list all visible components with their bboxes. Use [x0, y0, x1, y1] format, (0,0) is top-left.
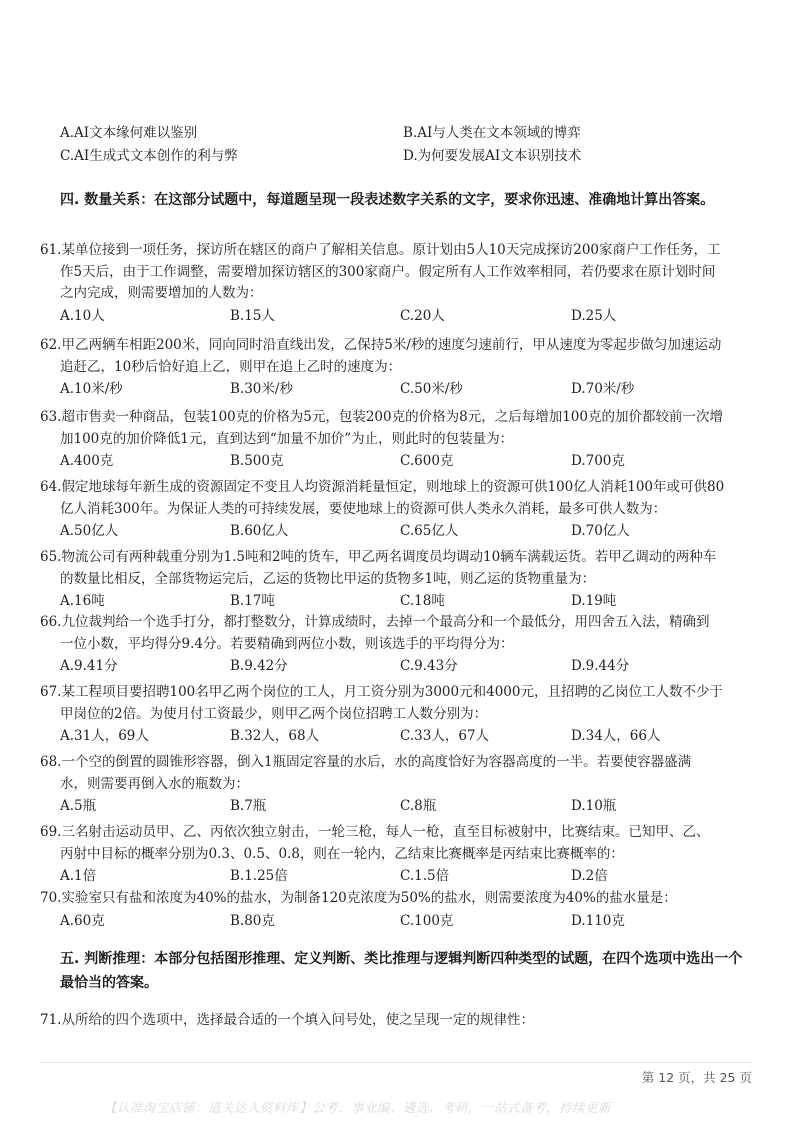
answer-option-b: B.15人 [230, 307, 275, 324]
answer-option-a: A.5瓶 [60, 798, 97, 814]
question-text-line: 追赶乙，10秒后恰好追上乙，则甲在追上乙时的速度为： [60, 358, 402, 375]
question-text-line: 九位裁判给一个选手打分，都打整数分，计算成绩时，去掉一个最高分和一个最低分，用四舍五入法，精确到 [61, 614, 710, 630]
options-row [60, 145, 760, 168]
answer-option-a: A.31人，69人 [60, 728, 149, 744]
question-stem [40, 335, 752, 378]
question-text-line: 亿人消耗300年。为保证人类的可持续发展，要使地球上的资源可供人类永久消耗，最多可供人数为： [60, 500, 667, 517]
question-text-line: 作5天后，由于工作调整，需要增加探访辖区的300家商户。假定所有人工作效率相同，若仍要求在原计划时间 [60, 263, 716, 280]
answer-option-b: B.30米/秒 [230, 381, 293, 397]
answer-option-b: B.1.25倍 [230, 868, 288, 884]
question-68 [40, 752, 752, 817]
question-number: 63. [40, 409, 62, 425]
question-text: 从所给的四个选项中，选择最合适的一个填入问号处，使之呈现一定的规律性： [61, 1012, 534, 1028]
question-number: 64. [40, 479, 62, 495]
question-70 [40, 888, 752, 932]
answer-option-a: A.1倍 [60, 868, 97, 884]
answer-option-b: B.17吨 [230, 593, 275, 609]
answer-option-c: C.9.43分 [400, 658, 458, 674]
answer-option-a: A.400克 [60, 453, 114, 469]
answer-option-c: C.100克 [400, 912, 454, 929]
option-b: B.AI与人类在文本领域的博弈 [403, 125, 581, 141]
question-number: 70. [40, 890, 62, 906]
question-number: 69. [40, 824, 62, 840]
option-d: D.为何要发展AI文本识别技术 [403, 148, 582, 164]
question-67 [40, 682, 752, 747]
answer-options [40, 725, 752, 747]
question-text-line: 甲乙两辆车相距200米，同向同时沿直线出发，乙保持5米/秒的速度匀速前行，甲从速度为零起步做匀加速运动 [61, 337, 722, 353]
question-number: 65. [40, 549, 62, 565]
answer-option-a: A.10人 [60, 307, 105, 324]
answer-option-c: C.33人，67人 [400, 728, 489, 744]
question-65 [40, 547, 752, 612]
question-text-line: 甲岗位的2倍。为使月付工资最少，则甲乙两个岗位招聘工人数分别为： [60, 705, 488, 722]
answer-option-d: D.110克 [571, 912, 625, 929]
answer-options [40, 590, 752, 612]
answer-option-d: D.2倍 [571, 868, 608, 884]
question-text-line: 物流公司有两种载重分别为1.5吨和2吨的货车，甲乙两名调度员均调动10辆车满载运货。若甲乙调动的两种车 [61, 549, 717, 565]
question-stem [40, 822, 752, 865]
question-text-line: 一个空的倒置的圆锥形容器，倒入1瓶固定容量的水后，水的高度恰好为容器高度的一半。若要使容器盛满 [61, 754, 692, 770]
question-64 [40, 477, 752, 542]
question-62 [40, 335, 752, 400]
question-stem [40, 752, 752, 795]
question-text-line: 实验室只有盐和浓度为40%的盐水，为制备120克浓度为50%的盐水，则需要浓度为40%的盐水量是： [61, 890, 677, 906]
question-number: 61. [40, 242, 62, 258]
answer-options [40, 910, 752, 932]
question-71 [40, 1010, 752, 1032]
answer-option-b: B.80克 [230, 912, 275, 929]
question-stem [40, 547, 752, 590]
question-66 [40, 612, 752, 677]
answer-option-d: D.70米/秒 [571, 381, 635, 397]
answer-options [40, 378, 752, 400]
answer-option-d: D.70亿人 [571, 523, 630, 539]
question-number: 71. [40, 1012, 62, 1028]
answer-option-b: B.9.42分 [230, 658, 288, 674]
answer-option-c: C.65亿人 [400, 523, 459, 539]
answer-option-b: B.7瓶 [230, 798, 267, 814]
answer-option-d: D.9.44分 [571, 658, 630, 674]
answer-option-a: A.16吨 [60, 593, 105, 609]
question-number: 62. [40, 337, 62, 353]
answer-option-b: B.500克 [230, 453, 284, 469]
answer-option-c: C.50米/秒 [400, 381, 463, 397]
answer-option-b: B.60亿人 [230, 523, 289, 539]
question-text-line: 假定地球每年新生成的资源固定不变且人均资源消耗量恒定，则地球上的资源可供100亿人消耗100年或可供80 [61, 479, 725, 495]
options-row [60, 122, 760, 145]
previous-question-options [60, 122, 760, 168]
answer-option-a: A.60克 [60, 912, 105, 929]
question-number: 66. [40, 614, 62, 630]
answer-option-c: C.20人 [400, 307, 445, 324]
question-text-line: 三名射击运动员甲、乙、丙依次独立射击，一轮三枪，每人一枪，直至目标被射中，比赛结束。已知甲、乙、 [61, 824, 710, 840]
answer-options [40, 450, 752, 472]
answer-option-d: D.25人 [571, 307, 617, 324]
answer-option-c: C.600克 [400, 453, 454, 469]
question-stem [40, 888, 752, 910]
answer-option-a: A.9.41分 [60, 658, 118, 674]
answer-option-c: C.1.5倍 [400, 868, 450, 884]
answer-options [40, 795, 752, 817]
question-number: 67. [40, 684, 62, 700]
question-text-line: 之内完成，则需要增加的人数为： [60, 285, 263, 301]
question-63 [40, 407, 752, 472]
section-5-title: 五. 判断推理：本部分包括图形推理、定义判断、类比推理与逻辑判断四种类型的试题，在四个选项中选出一个最恰当的答案。 [60, 951, 743, 991]
answer-option-c: C.18吨 [400, 593, 445, 609]
question-text-line: 某单位接到一项任务，探访所在辖区的商户了解相关信息。原计划由5人10天完成探访200家商户工作任务，工 [61, 242, 721, 258]
answer-options [40, 655, 752, 677]
answer-option-d: D.700克 [571, 453, 625, 469]
question-stem [40, 612, 752, 655]
question-61 [40, 240, 752, 327]
footer-divider [40, 1062, 752, 1063]
answer-option-d: D.34人，66人 [571, 728, 661, 744]
question-text-line: 超市售卖一种商品，包装100克的价格为5元，包装200克的价格为8元，之后每增加100克的加价都较前一次增 [61, 409, 723, 425]
question-number: 68. [40, 754, 62, 770]
option-c: C.AI生成式文本创作的利与弊 [60, 148, 238, 164]
question-text-line: 某工程项目要招聘100名甲乙两个岗位的工人，月工资分别为3000元和4000元，且招聘的乙岗位工人数不少于 [61, 684, 723, 700]
answer-option-d: D.10瓶 [571, 798, 617, 814]
section-4-title: 四. 数量关系：在这部分试题中，每道题呈现一段表述数字关系的文字，要求你迅速、准确地计算出答案。 [60, 192, 715, 208]
question-text-line: 的数量比相反，全部货物运完后，乙运的货物比甲运的货物多1吨，则乙运的货物重量为： [60, 570, 596, 587]
question-69 [40, 822, 752, 887]
question-stem [40, 682, 752, 725]
page-number: 第 12 页，共 25 页 [641, 1070, 752, 1085]
answer-options [40, 865, 752, 887]
question-text-line: 一位小数，平均得分9.4分。若要精确到两位小数，则该选手的平均得分为： [60, 635, 514, 652]
question-stem [40, 407, 752, 450]
question-stem [40, 477, 752, 520]
answer-option-d: D.19吨 [571, 593, 617, 609]
question-text-line: 加100克的加价降低1元，直到达到“加量不加价”为止，则此时的包装量为： [60, 430, 514, 447]
answer-option-b: B.32人，68人 [230, 728, 320, 744]
answer-options [40, 520, 752, 542]
watermark-text: 【认准淘宝店铺：道关达人资料库】公考、事业编、遴选、考研，一站式备考，持续更新 [104, 1100, 612, 1115]
question-stem [40, 240, 752, 305]
answer-options [40, 305, 752, 327]
answer-option-c: C.8瓶 [400, 798, 437, 814]
answer-option-a: A.50亿人 [60, 523, 119, 539]
question-text-line: 水，则需要再倒入水的瓶数为： [60, 775, 249, 792]
option-a: A.AI文本缘何难以鉴别 [60, 125, 198, 141]
question-text-line: 丙射中目标的概率分别为0.3、0.5、0.8，则在一轮内，乙结束比赛概率是丙结束比赛概率的： [60, 845, 624, 862]
answer-option-a: A.10米/秒 [60, 381, 123, 397]
